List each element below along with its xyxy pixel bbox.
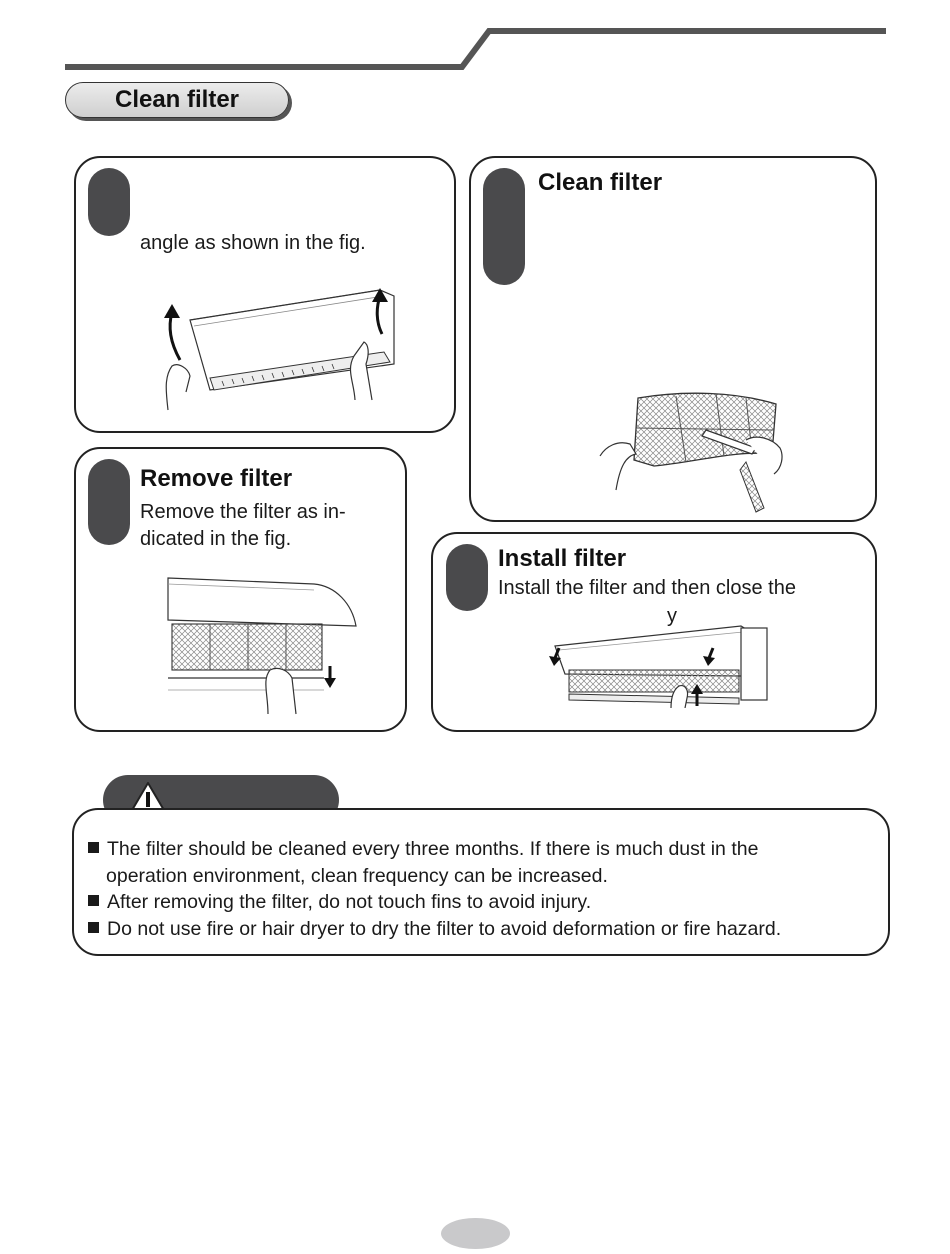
step-open-panel-tab [88, 168, 130, 236]
warning-item-continuation: operation environment, clean frequency can be increased. [106, 864, 608, 887]
section-title-badge [65, 82, 289, 118]
step-install-tab [446, 544, 488, 611]
bullet-square-icon [88, 842, 99, 853]
section-title: Clean filter [114, 86, 240, 113]
bullet-square-icon [88, 895, 99, 906]
remove-filter-illustration [164, 574, 364, 716]
page-number-oval [441, 1218, 510, 1249]
warning-list [88, 836, 888, 942]
step-install-title: Install filter [498, 545, 627, 572]
step-remove-text-line2: dicated in the fig. [140, 528, 292, 550]
header-rule [0, 0, 950, 80]
warning-item: Do not use fire or hair dryer to dry the filter to avoid deformation or fire hazard. [88, 916, 888, 943]
step-clean-tab [483, 168, 525, 285]
step-clean-title: Clean filter [538, 169, 663, 196]
clean-filter-illustration [596, 390, 791, 515]
step-remove-text-line1: Remove the filter as in- [140, 501, 346, 523]
bullet-square-icon [88, 922, 99, 933]
install-filter-illustration [545, 624, 771, 708]
step-open-panel-text: angle as shown in the fig. [140, 232, 366, 254]
warning-item: After removing the filter, do not touch fins to avoid injury. [88, 889, 888, 916]
open-panel-illustration [150, 282, 405, 412]
step-install-text-line1: Install the filter and then close the [498, 577, 796, 599]
step-remove-title: Remove filter [140, 465, 293, 492]
warning-item: The filter should be cleaned every three months. If there is much dust in the [88, 836, 888, 863]
step-remove-tab [88, 459, 130, 545]
step-install-text-line2: y [667, 605, 677, 627]
